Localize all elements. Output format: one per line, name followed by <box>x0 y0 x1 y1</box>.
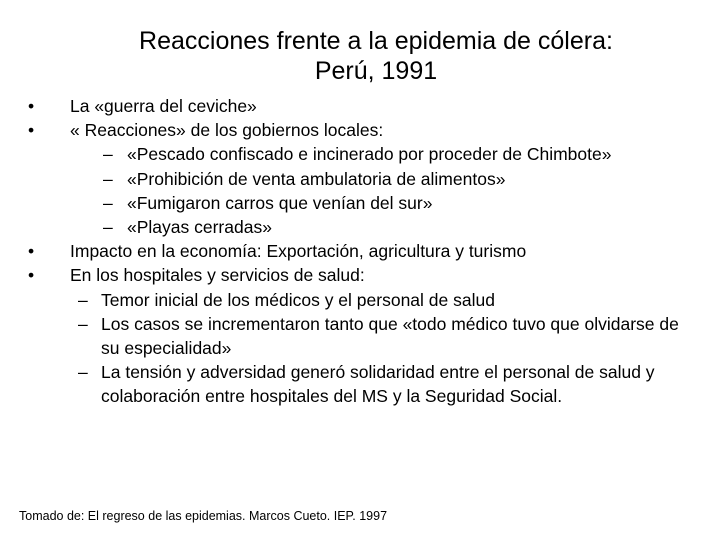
bullet-item <box>0 118 720 142</box>
slide-title <box>0 26 720 86</box>
sub-bullet-item <box>0 215 720 239</box>
sub-bullet-text: «Pescado confiscado e incinerado por proceder de Chimbote» <box>127 144 612 165</box>
dash-marker: – <box>78 362 88 383</box>
bullet-marker: • <box>28 265 35 286</box>
bullet-text: La «guerra del ceviche» <box>70 96 257 116</box>
sub-bullet-item <box>0 167 720 191</box>
bullet-item <box>0 263 720 287</box>
sub-bullet-text: «Playas cerradas» <box>127 217 272 238</box>
dash-marker: – <box>78 313 88 334</box>
sub-bullet-item <box>0 288 720 312</box>
sub-bullet-text: «Prohibición de venta ambulatoria de alimentos» <box>127 168 506 189</box>
dash-marker: – <box>103 144 113 165</box>
slide-title-line-2: Perú, 1991 <box>314 57 438 85</box>
sub-bullet-item <box>0 142 720 166</box>
dash-marker: – <box>78 289 88 310</box>
slide-title-line-1: Reacciones frente a la epidemia de cólera: <box>139 27 613 55</box>
sub-bullet-item <box>0 360 720 408</box>
bullet-text: En los hospitales y servicios de salud: <box>70 265 365 286</box>
sub-bullet-text: Los casos se incrementaron tanto que «todo médico tuvo que olvidarse de su especialidad» <box>101 313 679 359</box>
bullet-marker: • <box>28 120 35 141</box>
bullet-text: « Reacciones» de los gobiernos locales: <box>70 120 384 141</box>
bullet-marker: • <box>28 96 35 116</box>
sub-bullet-text: «Fumigaron carros que venían del sur» <box>127 192 433 213</box>
sub-bullet-item <box>0 312 720 360</box>
dash-marker: – <box>103 168 113 189</box>
bullet-item <box>0 239 720 263</box>
sub-bullet-text: La tensión y adversidad generó solidaridad entre el personal de salud y colaboración entre hospitales del MS y la Seguridad Social. <box>101 362 655 407</box>
bullet-marker: • <box>28 241 35 262</box>
dash-marker: – <box>103 192 113 213</box>
bullet-item <box>0 94 720 118</box>
dash-marker: – <box>103 217 113 238</box>
sub-bullet-text: Temor inicial de los médicos y el personal de salud <box>101 289 495 310</box>
sub-bullet-item <box>0 191 720 215</box>
slide-body <box>0 94 720 409</box>
source-citation: Tomado de: El regreso de las epidemias. Marcos Cueto. IEP. 1997 <box>19 509 388 523</box>
bullet-text: Impacto en la economía: Exportación, agricultura y turismo <box>70 241 527 262</box>
